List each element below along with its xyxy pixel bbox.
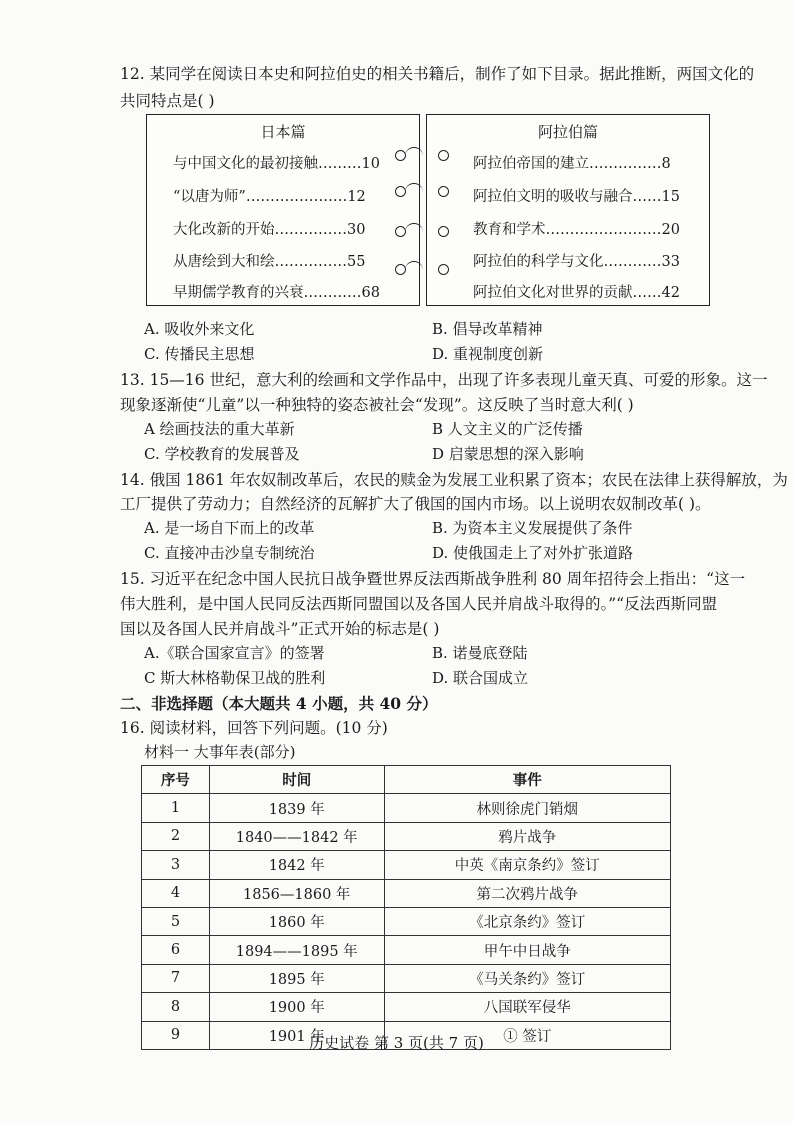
arabia-contents-item: 阿拉伯文明的吸收与融合……15	[473, 189, 680, 205]
cell-event: 林则徐虎门销烟	[384, 794, 670, 822]
q14-option-a: A. 是一场自下而上的改革	[144, 519, 315, 537]
table-row	[142, 851, 671, 879]
cell-index: 2	[142, 822, 210, 850]
japan-contents-item: 从唐绘到大和绘……………55	[173, 254, 366, 270]
cell-index: 9	[142, 1021, 210, 1049]
q12-stem-line1: 12. 某同学在阅读日本史和阿拉伯史的相关书籍后，制作了如下目录。据此推断，两国文化的	[120, 65, 755, 83]
cell-event: 甲午中日战争	[384, 936, 670, 964]
japan-contents-title: 日本篇	[260, 123, 306, 141]
q12-option-b: B. 倡导改革精神	[432, 320, 543, 338]
q14-stem-line2: 工厂提供了劳动力；自然经济的瓦解扩大了俄国的国内市场。以上说明农奴制改革( )。	[120, 495, 711, 513]
cell-index: 5	[142, 907, 210, 935]
q15-stem-line1: 15. 习近平在纪念中国人民抗日战争暨世界反法西斯战争胜利 80 周年招待会上指出：“这一	[120, 570, 746, 588]
arabia-contents-title: 阿拉伯篇	[537, 123, 598, 141]
table-row	[142, 907, 671, 935]
table-row	[142, 822, 671, 850]
binder-hook-icon	[405, 183, 423, 194]
table-row	[142, 936, 671, 964]
cell-time: 1901 年	[209, 1021, 384, 1049]
q12-option-c: C. 传播民主思想	[144, 345, 255, 363]
arabia-contents-item: 阿拉伯帝国的建立……………8	[473, 156, 671, 172]
q16-stem-line1: 16. 阅读材料，回答下列问题。(10 分)	[120, 719, 388, 737]
binder-ring-icon	[438, 186, 449, 197]
q12-option-d: D. 重视制度创新	[432, 345, 544, 363]
q15-option-d: D. 联合国成立	[432, 669, 529, 687]
cell-time: 1900 年	[209, 993, 384, 1021]
cell-index: 1	[142, 794, 210, 822]
arabia-contents-item: 阿拉伯文化对世界的贡献……42	[473, 285, 680, 301]
japan-contents-item: 与中国文化的最初接触………10	[173, 156, 380, 172]
cell-time: 1839 年	[209, 794, 384, 822]
japan-contents-box	[146, 114, 420, 306]
q14-option-b: B. 为资本主义发展提供了条件	[432, 519, 633, 537]
table-header-row	[142, 766, 671, 794]
cell-event: 八国联军侵华	[384, 993, 670, 1021]
q13-stem-line1: 13. 15—16 世纪，意大利的绘画和文学作品中，出现了许多表现儿童天真、可爱的形象。这一	[120, 371, 768, 389]
cell-event: 《北京条约》签订	[384, 907, 670, 935]
table-row	[142, 794, 671, 822]
material-one-label: 材料一 大事年表(部分)	[144, 743, 296, 761]
cell-time: 1895 年	[209, 964, 384, 992]
q12-stem-line2: 共同特点是( )	[120, 92, 215, 110]
q13-stem-line2: 现象逐渐使“儿童”以一种独特的姿态被社会“发现”。这反映了当时意大利( )	[120, 396, 634, 414]
table-row	[142, 879, 671, 907]
cell-event: 《马关条约》签订	[384, 964, 670, 992]
q13-option-a: A 绘画技法的重大革新	[144, 420, 295, 438]
cell-index: 4	[142, 879, 210, 907]
cell-event: 中英《南京条约》签订	[384, 851, 670, 879]
q14-stem-line1: 14. 俄国 1861 年农奴制改革后，农民的赎金为发展工业积累了资本；农民在法律上获得解放，为	[120, 471, 788, 489]
q13-option-b: B 人文主义的广泛传播	[432, 420, 583, 438]
binder-ring-icon	[438, 150, 449, 161]
japan-contents-item: “以唐为师”…………………12	[173, 189, 366, 205]
header-index: 序号	[142, 766, 210, 794]
cell-index: 7	[142, 964, 210, 992]
binder-hook-icon	[405, 147, 423, 158]
header-time: 时间	[209, 766, 384, 794]
arabia-contents-item: 教育和学术……………………20	[473, 222, 680, 238]
cell-index: 3	[142, 851, 210, 879]
cell-index: 8	[142, 993, 210, 1021]
cell-event: 第二次鸦片战争	[384, 879, 670, 907]
q15-stem-line3: 国以及各国人民并肩战斗”正式开始的标志是( )	[120, 620, 440, 638]
arabia-contents-box	[426, 114, 710, 306]
cell-time: 1842 年	[209, 851, 384, 879]
binder-ring-icon	[438, 226, 449, 237]
table-row	[142, 964, 671, 992]
japan-contents-item: 大化改新的开始……………30	[173, 222, 366, 238]
table-row	[142, 993, 671, 1021]
cell-time: 1894——1895 年	[209, 936, 384, 964]
events-table	[141, 765, 671, 1050]
cell-event: ① 签订	[384, 1021, 670, 1049]
q13-option-c: C. 学校教育的发展普及	[144, 445, 300, 463]
page-footer: 历史试卷 第 3 页(共 7 页)	[309, 1034, 484, 1052]
cell-index: 6	[142, 936, 210, 964]
q14-option-c: C. 直接冲击沙皇专制统治	[144, 544, 315, 562]
japan-contents-item: 早期儒学教育的兴衰…………68	[173, 285, 380, 301]
q12-option-a: A. 吸收外来文化	[144, 320, 255, 338]
q15-stem-line2: 伟大胜利，是中国人民同反法西斯同盟国以及各国人民并肩战斗取得的。”“反法西斯同盟	[120, 595, 718, 613]
arabia-contents-item: 阿拉伯的科学与文化…………33	[473, 254, 680, 270]
cell-time: 1860 年	[209, 907, 384, 935]
header-event: 事件	[384, 766, 670, 794]
binder-hook-icon	[405, 261, 423, 272]
section-heading: 二、非选择题（本大题共 4 小题，共 40 分）	[120, 694, 438, 713]
cell-event: 鸦片战争	[384, 822, 670, 850]
q13-option-d: D 启蒙思想的深入影响	[432, 445, 584, 463]
binder-ring-icon	[438, 264, 449, 275]
q15-option-b: B. 诺曼底登陆	[432, 644, 528, 662]
q15-option-c: C 斯大林格勒保卫战的胜利	[144, 669, 326, 687]
binder-hook-icon	[405, 223, 423, 234]
cell-time: 1840——1842 年	[209, 822, 384, 850]
q14-option-d: D. 使俄国走上了对外扩张道路	[432, 544, 634, 562]
cell-time: 1856—1860 年	[209, 879, 384, 907]
q15-option-a: A.《联合国家宣言》的签署	[144, 644, 325, 662]
